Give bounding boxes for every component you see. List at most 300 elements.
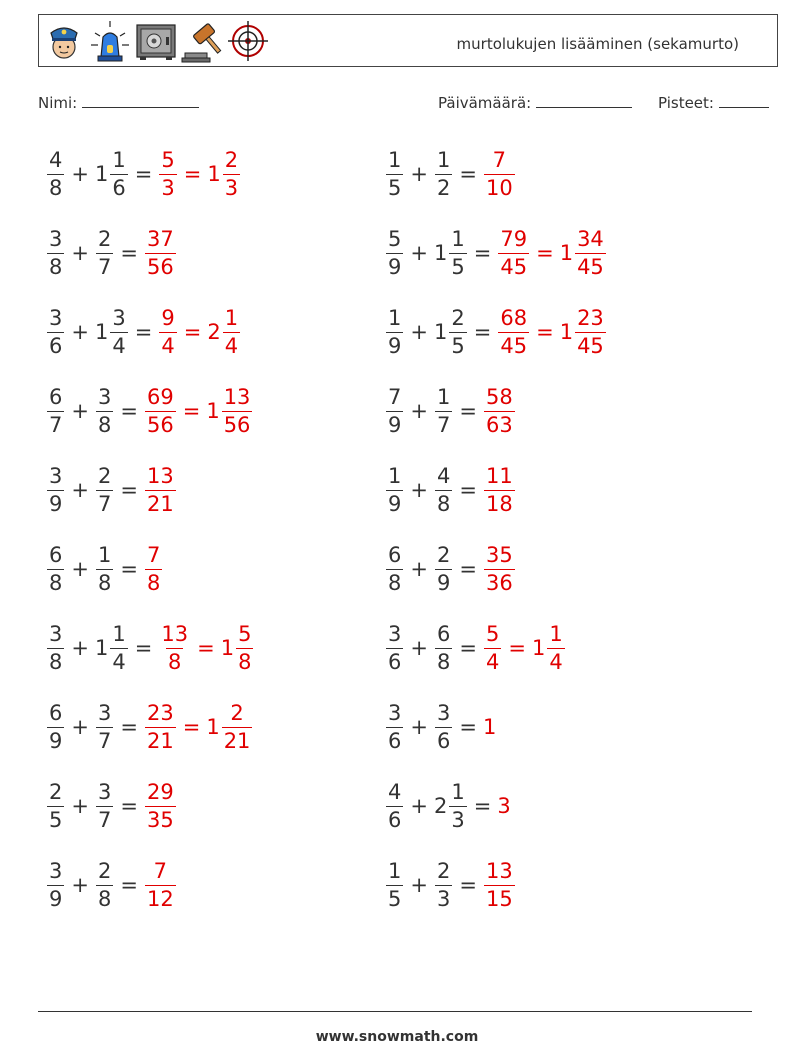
answer-mixed-numerator: 5 xyxy=(238,621,252,646)
addend-b-whole: 1 xyxy=(433,241,448,265)
answer-fraction xyxy=(145,384,176,437)
addend-b xyxy=(96,858,113,911)
addend-b-denominator: 7 xyxy=(436,412,451,437)
addend-b-numerator: 2 xyxy=(97,463,112,488)
answer-fraction-denominator: 56 xyxy=(146,412,174,437)
answer-fraction-numerator: 79 xyxy=(500,226,528,251)
addend-b-denominator: 4 xyxy=(112,333,126,358)
addend-b xyxy=(435,542,452,595)
answer-fraction-numerator: 7 xyxy=(153,858,168,883)
answer-fraction xyxy=(484,621,501,674)
plus-sign: + xyxy=(410,241,428,265)
answer xyxy=(483,147,516,200)
addend-a-denominator: 8 xyxy=(49,175,63,200)
addend-b xyxy=(435,621,452,674)
equals-sign: = xyxy=(473,794,492,818)
addend-b-denominator: 6 xyxy=(112,175,126,200)
answer xyxy=(483,542,516,595)
problem-item xyxy=(385,776,511,836)
problem-item xyxy=(46,618,254,678)
answer-mixed xyxy=(236,621,253,674)
equals-sign: = xyxy=(459,715,477,739)
answer-mixed-whole: 1 xyxy=(206,715,220,739)
addend-a-numerator: 3 xyxy=(49,621,63,646)
answer-fraction-denominator: 35 xyxy=(146,807,174,832)
answer-mixed-whole: 1 xyxy=(207,162,221,186)
addend-a xyxy=(47,305,64,358)
addend-b-denominator: 9 xyxy=(436,570,451,595)
addend-b-numerator: 3 xyxy=(97,384,112,409)
addend-b-numerator: 2 xyxy=(97,858,112,883)
answer xyxy=(144,226,177,279)
answer-fraction xyxy=(484,542,515,595)
addend-a-numerator: 1 xyxy=(388,463,402,488)
plus-sign: + xyxy=(410,715,428,739)
answer-fraction xyxy=(145,226,176,279)
addend-b xyxy=(435,858,452,911)
problem-item xyxy=(385,223,607,283)
answer-fraction xyxy=(484,147,515,200)
equals-sign: = xyxy=(459,162,477,186)
answer-mixed-denominator: 8 xyxy=(238,649,252,674)
answer-fraction xyxy=(145,700,176,753)
answer xyxy=(483,621,566,674)
equals-sign: = xyxy=(473,241,492,265)
addend-a xyxy=(47,147,64,200)
safe-icon xyxy=(135,19,177,63)
equals-sign: = xyxy=(459,873,477,897)
addend-b-denominator: 8 xyxy=(97,570,112,595)
addend-a-numerator: 2 xyxy=(49,779,63,804)
answer-fraction-numerator: 11 xyxy=(485,463,513,488)
equals-sign: = xyxy=(536,320,554,344)
answer-mixed xyxy=(547,621,564,674)
answer-fraction xyxy=(145,779,176,832)
addend-a-numerator: 1 xyxy=(388,147,402,172)
addend-b-numerator: 3 xyxy=(112,305,126,330)
answer-fraction-denominator: 8 xyxy=(168,649,182,674)
problem-item xyxy=(46,776,177,836)
equals-sign: = xyxy=(536,241,554,265)
addend-b-denominator: 3 xyxy=(451,807,465,832)
addend-b-denominator: 7 xyxy=(97,491,112,516)
addend-b-denominator: 8 xyxy=(97,886,112,911)
addend-a xyxy=(386,305,403,358)
answer-mixed-denominator: 3 xyxy=(224,175,239,200)
addend-b-denominator: 5 xyxy=(451,254,465,279)
answer-mixed-numerator: 2 xyxy=(224,147,239,172)
answer xyxy=(483,715,496,739)
answer-mixed xyxy=(575,305,606,358)
addend-b-denominator: 7 xyxy=(97,807,112,832)
addend-a-numerator: 6 xyxy=(49,542,63,567)
addend-a xyxy=(47,621,64,674)
addend-b-denominator: 7 xyxy=(97,254,112,279)
addend-a xyxy=(386,542,403,595)
answer-mixed-denominator: 56 xyxy=(223,412,251,437)
answer-fraction-denominator: 4 xyxy=(485,649,500,674)
addend-b-numerator: 2 xyxy=(97,226,112,251)
problem-item xyxy=(385,539,516,599)
addend-b-numerator: 1 xyxy=(436,147,451,172)
addend-a-denominator: 8 xyxy=(49,649,63,674)
answer-mixed xyxy=(575,226,606,279)
answer-fraction-numerator: 9 xyxy=(161,305,175,330)
answer-mixed-numerator: 2 xyxy=(230,700,244,725)
addend-a-numerator: 3 xyxy=(388,621,402,646)
addend-a-denominator: 7 xyxy=(49,412,63,437)
problem-item xyxy=(46,302,241,362)
addend-b-numerator: 3 xyxy=(97,779,112,804)
plus-sign: + xyxy=(71,873,89,897)
answer-mixed xyxy=(222,384,253,437)
addend-b-denominator: 8 xyxy=(436,491,451,516)
answer-fraction xyxy=(484,384,515,437)
addend-a-denominator: 5 xyxy=(388,175,402,200)
equals-sign: = xyxy=(473,320,492,344)
equals-sign: = xyxy=(120,241,138,265)
addend-b-denominator: 8 xyxy=(436,649,451,674)
addend-a xyxy=(47,463,64,516)
addend-b-numerator: 1 xyxy=(112,621,126,646)
answer xyxy=(144,542,163,595)
answer xyxy=(144,858,177,911)
equals-sign: = xyxy=(120,873,138,897)
worksheet-header xyxy=(38,14,778,67)
problem-item xyxy=(46,855,177,915)
addend-b-numerator: 3 xyxy=(97,700,112,725)
answer-fraction-denominator: 8 xyxy=(146,570,161,595)
addend-a-denominator: 9 xyxy=(388,254,402,279)
problem-item xyxy=(385,302,607,362)
addend-b xyxy=(96,700,113,753)
answer-whole: 3 xyxy=(497,794,511,818)
answer-fraction-denominator: 45 xyxy=(500,254,528,279)
addend-b xyxy=(96,384,113,437)
addend-a xyxy=(47,226,64,279)
answer xyxy=(497,226,606,279)
answer-mixed xyxy=(223,305,240,358)
answer xyxy=(483,463,516,516)
addend-b-denominator: 4 xyxy=(112,649,126,674)
addend-a-numerator: 1 xyxy=(388,305,402,330)
answer-fraction xyxy=(498,305,529,358)
answer-mixed-denominator: 45 xyxy=(577,254,604,279)
plus-sign: + xyxy=(71,241,89,265)
answer-fraction-numerator: 68 xyxy=(500,305,528,330)
answer-fraction-numerator: 13 xyxy=(485,858,513,883)
answer xyxy=(483,858,516,911)
answer-fraction xyxy=(145,463,176,516)
crosshair-target-icon xyxy=(227,19,269,63)
plus-sign: + xyxy=(410,478,428,502)
answer-fraction-denominator: 4 xyxy=(161,333,175,358)
addend-a-denominator: 5 xyxy=(49,807,63,832)
plus-sign: + xyxy=(410,320,428,344)
answer-fraction-denominator: 12 xyxy=(146,886,174,911)
answer-fraction xyxy=(159,621,190,674)
addend-a xyxy=(47,858,64,911)
equals-sign: = xyxy=(459,399,477,423)
problem-item xyxy=(385,855,516,915)
addend-b-denominator: 2 xyxy=(436,175,451,200)
addend-a-denominator: 8 xyxy=(388,570,402,595)
addend-a xyxy=(386,858,403,911)
addend-b xyxy=(96,542,113,595)
answer xyxy=(144,384,253,437)
plus-sign: + xyxy=(410,162,428,186)
answer-fraction-numerator: 58 xyxy=(485,384,513,409)
answer-mixed-whole: 1 xyxy=(559,320,574,344)
answer-fraction-denominator: 21 xyxy=(146,491,174,516)
equals-sign: = xyxy=(182,715,201,739)
addend-b-denominator: 3 xyxy=(436,886,451,911)
addend-a xyxy=(47,384,64,437)
answer-fraction xyxy=(159,305,176,358)
addend-b-numerator: 1 xyxy=(436,384,451,409)
addend-b xyxy=(110,305,127,358)
answer-fraction-numerator: 5 xyxy=(161,147,175,172)
addend-b xyxy=(435,700,452,753)
answer-fraction-numerator: 35 xyxy=(485,542,513,567)
addend-a-numerator: 3 xyxy=(49,858,63,883)
answer-fraction-denominator: 18 xyxy=(485,491,513,516)
addend-a xyxy=(386,621,403,674)
answer-mixed-whole: 1 xyxy=(559,241,574,265)
addend-a xyxy=(386,226,403,279)
equals-sign: = xyxy=(134,320,153,344)
name-field xyxy=(38,93,199,112)
problem-item xyxy=(385,381,516,441)
addend-a-denominator: 9 xyxy=(49,491,63,516)
addend-a-denominator: 6 xyxy=(388,807,402,832)
equals-sign: = xyxy=(183,320,202,344)
answer-fraction-numerator: 13 xyxy=(161,621,189,646)
answer-fraction xyxy=(145,858,176,911)
police-officer-icon xyxy=(43,19,85,63)
answer-fraction xyxy=(159,147,176,200)
addend-a-numerator: 3 xyxy=(388,700,402,725)
answer-mixed-numerator: 34 xyxy=(577,226,604,251)
addend-a-denominator: 9 xyxy=(388,333,402,358)
problem-item xyxy=(385,144,516,204)
answer-fraction-denominator: 45 xyxy=(500,333,528,358)
addend-b-numerator: 3 xyxy=(436,700,451,725)
addend-b-numerator: 1 xyxy=(451,779,465,804)
footer-url: www.snowmath.com xyxy=(315,1029,479,1045)
answer xyxy=(158,305,241,358)
answer-fraction-numerator: 37 xyxy=(146,226,174,251)
addend-a xyxy=(47,700,64,753)
date-blank xyxy=(536,93,632,108)
addend-b-numerator: 1 xyxy=(451,226,465,251)
footer-divider xyxy=(38,1011,752,1012)
plus-sign: + xyxy=(71,715,89,739)
addend-b-denominator: 8 xyxy=(97,412,112,437)
plus-sign: + xyxy=(71,320,89,344)
problem-item xyxy=(46,144,241,204)
addend-a xyxy=(386,147,403,200)
plus-sign: + xyxy=(71,478,89,502)
answer-fraction xyxy=(484,463,515,516)
plus-sign: + xyxy=(410,794,428,818)
addend-a-numerator: 3 xyxy=(49,305,63,330)
addend-b-numerator: 2 xyxy=(451,305,465,330)
answer-fraction xyxy=(145,542,162,595)
answer-mixed-denominator: 45 xyxy=(577,333,604,358)
worksheet-title: murtolukujen lisääminen (sekamurto) xyxy=(456,35,739,53)
answer xyxy=(158,621,254,674)
answer-fraction-denominator: 21 xyxy=(146,728,174,753)
plus-sign: + xyxy=(71,636,89,660)
problem-item xyxy=(46,381,253,441)
addend-a-numerator: 5 xyxy=(388,226,402,251)
answer-fraction-denominator: 15 xyxy=(485,886,513,911)
addend-a-numerator: 4 xyxy=(49,147,63,172)
answer-mixed-numerator: 13 xyxy=(223,384,251,409)
addend-a-denominator: 9 xyxy=(388,412,402,437)
addend-a-numerator: 1 xyxy=(388,858,402,883)
answer-fraction-denominator: 56 xyxy=(146,254,174,279)
score-blank xyxy=(719,93,769,108)
equals-sign: = xyxy=(459,478,477,502)
answer xyxy=(497,305,606,358)
equals-sign: = xyxy=(182,399,201,423)
addend-a-numerator: 6 xyxy=(388,542,402,567)
addend-a-denominator: 5 xyxy=(388,886,402,911)
answer-mixed-whole: 2 xyxy=(207,320,221,344)
name-blank xyxy=(82,93,199,108)
answer xyxy=(158,147,241,200)
equals-sign: = xyxy=(459,636,477,660)
addend-a xyxy=(386,384,403,437)
header-icons xyxy=(43,19,269,63)
addend-b-numerator: 2 xyxy=(436,542,451,567)
answer-mixed-denominator: 21 xyxy=(223,728,251,753)
answer-mixed-whole: 1 xyxy=(206,399,220,423)
answer-mixed-whole: 1 xyxy=(220,636,235,660)
answer-fraction-numerator: 13 xyxy=(146,463,174,488)
plus-sign: + xyxy=(410,557,428,581)
addend-b-numerator: 2 xyxy=(436,858,451,883)
problem-item xyxy=(385,697,496,757)
addend-a-denominator: 6 xyxy=(388,649,402,674)
equals-sign: = xyxy=(459,557,477,581)
equals-sign: = xyxy=(183,162,202,186)
answer-fraction-numerator: 5 xyxy=(485,621,500,646)
answer-fraction-numerator: 7 xyxy=(146,542,161,567)
addend-b-whole: 1 xyxy=(94,636,109,660)
addend-a-numerator: 3 xyxy=(49,226,63,251)
plus-sign: + xyxy=(71,557,89,581)
equals-sign: = xyxy=(134,162,153,186)
addend-b xyxy=(96,779,113,832)
plus-sign: + xyxy=(71,794,89,818)
addend-b xyxy=(435,463,452,516)
answer-mixed-denominator: 4 xyxy=(549,649,563,674)
answer-whole: 1 xyxy=(482,715,497,739)
equals-sign: = xyxy=(120,794,138,818)
addend-b xyxy=(435,147,452,200)
problem-item xyxy=(46,697,253,757)
addend-b xyxy=(449,226,466,279)
answer-mixed-numerator: 1 xyxy=(549,621,563,646)
addend-a-denominator: 8 xyxy=(49,570,63,595)
answer-mixed-whole: 1 xyxy=(531,636,546,660)
answer-fraction-denominator: 36 xyxy=(485,570,513,595)
addend-a-numerator: 3 xyxy=(49,463,63,488)
addend-a xyxy=(47,542,64,595)
addend-b-denominator: 6 xyxy=(436,728,451,753)
plus-sign: + xyxy=(410,636,428,660)
addend-b-numerator: 4 xyxy=(436,463,451,488)
problem-item xyxy=(46,460,177,520)
addend-b-numerator: 1 xyxy=(97,542,112,567)
addend-a-numerator: 4 xyxy=(388,779,402,804)
answer-fraction-denominator: 10 xyxy=(485,175,513,200)
name-label: Nimi: xyxy=(38,94,78,112)
answer-fraction xyxy=(484,858,515,911)
addend-b-numerator: 1 xyxy=(112,147,126,172)
answer-fraction-denominator: 63 xyxy=(485,412,513,437)
plus-sign: + xyxy=(410,873,428,897)
equals-sign: = xyxy=(120,715,138,739)
answer-fraction-numerator: 23 xyxy=(146,700,174,725)
addend-a-denominator: 9 xyxy=(49,728,63,753)
addend-a-denominator: 9 xyxy=(49,886,63,911)
score-label: Pisteet: xyxy=(658,94,714,112)
plus-sign: + xyxy=(71,162,89,186)
addend-a xyxy=(386,779,403,832)
answer xyxy=(144,463,177,516)
addend-b-whole: 1 xyxy=(433,320,448,344)
answer-fraction xyxy=(498,226,529,279)
addend-b xyxy=(110,621,127,674)
addend-b xyxy=(435,384,452,437)
answer-mixed-denominator: 4 xyxy=(224,333,239,358)
judge-gavel-icon xyxy=(181,19,223,63)
addend-b-denominator: 5 xyxy=(451,333,465,358)
addend-b xyxy=(96,463,113,516)
addend-a-denominator: 6 xyxy=(49,333,63,358)
problem-item xyxy=(46,223,177,283)
addend-a-denominator: 8 xyxy=(49,254,63,279)
answer xyxy=(144,779,177,832)
answer xyxy=(497,794,510,818)
addend-b xyxy=(110,147,127,200)
addend-a xyxy=(47,779,64,832)
problem-item xyxy=(385,618,566,678)
equals-sign: = xyxy=(120,557,138,581)
addend-a-numerator: 6 xyxy=(49,384,63,409)
equals-sign: = xyxy=(197,636,215,660)
addend-b-denominator: 7 xyxy=(97,728,112,753)
plus-sign: + xyxy=(410,399,428,423)
answer xyxy=(144,700,253,753)
equals-sign: = xyxy=(120,478,138,502)
addend-b xyxy=(96,226,113,279)
addend-b xyxy=(449,779,466,832)
addend-a-numerator: 6 xyxy=(49,700,63,725)
answer-mixed xyxy=(222,700,253,753)
addend-a xyxy=(386,463,403,516)
addend-a xyxy=(386,700,403,753)
answer-fraction-numerator: 69 xyxy=(146,384,174,409)
equals-sign: = xyxy=(134,636,153,660)
addend-b xyxy=(449,305,466,358)
siren-light-icon xyxy=(89,19,131,63)
plus-sign: + xyxy=(71,399,89,423)
